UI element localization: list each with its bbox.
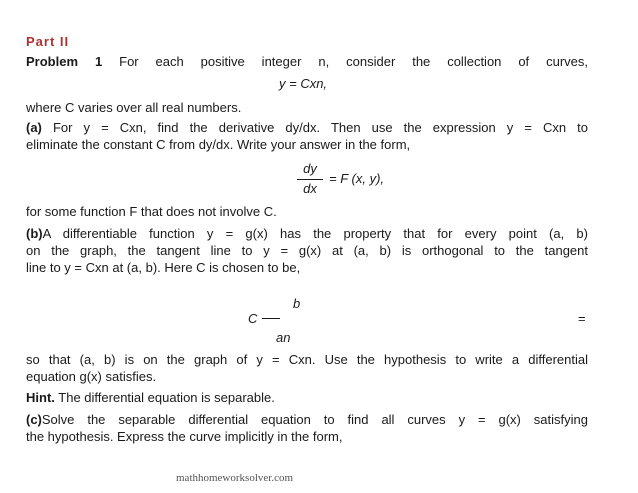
c-equals: = (578, 311, 586, 326)
hint-text: The differential equation is separable. (58, 390, 275, 405)
part-c-text-1: Solve the separable differential equation to find all curves y = g(x) satisfying (41, 412, 588, 427)
part-c-line-2: the hypothesis. Express the curve implicitly in the form, (26, 429, 343, 444)
fraction-numerator: dy (303, 161, 317, 176)
c-lhs: C (248, 311, 258, 326)
c-fraction-bar (262, 318, 280, 319)
part-a-line-1 (26, 120, 588, 136)
equation-y-cxn: y = Cxn, (279, 76, 328, 91)
c-numerator: b (293, 296, 301, 311)
fraction-denominator: dx (303, 181, 317, 196)
part-b-line-3: line to y = Cxn at (a, b). Here C is chosen to be, (26, 260, 301, 275)
problem-intro (26, 54, 588, 70)
part-c-label: (c) (26, 412, 42, 427)
part-heading: Part II (26, 34, 70, 49)
part-a-label: (a) (26, 120, 42, 135)
part-c-line-1 (26, 412, 588, 428)
problem-label: Problem 1 (26, 54, 103, 69)
part-a-line-2: eliminate the constant C from dy/dx. Write your answer in the form, (26, 137, 411, 152)
c-denominator: an (276, 330, 291, 345)
footer-watermark: mathhomeworksolver.com (176, 472, 294, 484)
part-b-text-1: A differentiable function y = g(x) has the property that for every point (a, b) (42, 226, 588, 241)
fraction-bar (297, 179, 323, 180)
part-b-label: (b) (26, 226, 43, 241)
part-b-line-1 (26, 226, 588, 242)
equation-rhs: = F (x, y), (329, 171, 385, 186)
part-b-line-4: so that (a, b) is on the graph of y = Cxn. Use the hypothesis to write a differential (26, 352, 588, 367)
part-a-text-1: For y = Cxn, find the derivative dy/dx. Then use the expression y = Cxn to (52, 120, 588, 135)
part-b-line-5: equation g(x) satisfies. (26, 369, 157, 384)
hint-line (26, 390, 275, 406)
where-text: where C varies over all real numbers. (26, 100, 242, 115)
part-a-after: for some function F that does not involve C. (26, 204, 277, 219)
problem-intro-text: For each positive integer n, consider the collection of curves, (119, 54, 589, 69)
part-b-line-2: on the graph, the tangent line to y = g(x) at (a, b) is orthogonal to the tangent (26, 243, 588, 258)
hint-label: Hint. (26, 390, 55, 405)
